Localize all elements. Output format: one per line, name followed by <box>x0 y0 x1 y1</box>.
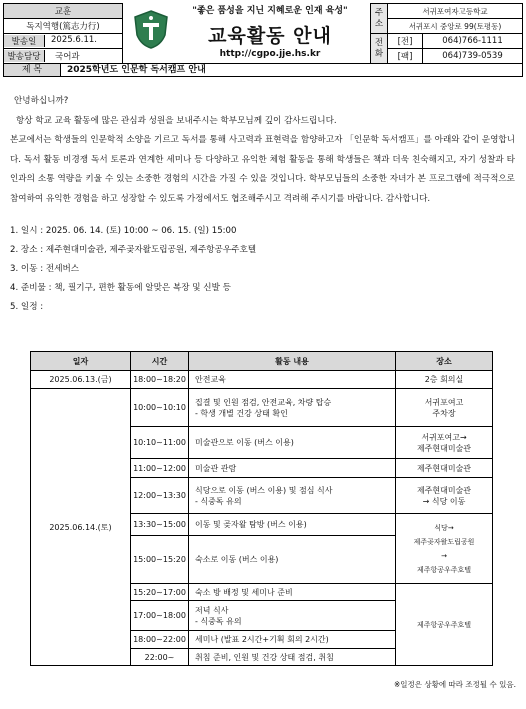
phone-label: 전 화 <box>371 34 388 64</box>
document-header <box>3 3 523 63</box>
table-row: 12:00~13:30 식당으로 이동 (버스 이용) 및 점심 식사 - 식중독 유의 제주현대미술관 → 식당 이동 <box>31 478 493 514</box>
table-row: 15:20~17:00 숙소 방 배정 및 세미나 준비 제주항공우주호텔 <box>31 584 493 601</box>
schedule-note: ※일정은 상황에 따라 조정될 수 있음. <box>393 680 516 689</box>
tel-number: 064)766-1111 <box>423 34 523 49</box>
list-item: 1. 일시 : 2025. 06. 14. (토) 10:00 ~ 06. 15. (일) 15:00 <box>10 226 237 236</box>
list-item: 5. 일정 : <box>10 302 44 312</box>
table-row: 22:00~ 취침 준비, 인원 및 건강 상태 점검, 취침 <box>31 649 493 666</box>
table-row: 10:10~11:00 미술관으로 이동 (버스 이용) 서귀포여고→ 제주현대미술관 <box>31 427 493 459</box>
table-row: 17:00~18:00 저녁 식사 - 식중독 유의 <box>31 601 493 631</box>
address-label: 주 소 <box>371 4 388 34</box>
paragraph-1: 항상 학교 교육 활동에 많은 관심과 성원을 보내주시는 학부모님께 깊이 감사드립니다. <box>16 115 337 126</box>
table-row: 11:00~12:00 미술관 관람 제주현대미술관 <box>31 459 493 478</box>
header-time: 시간 <box>131 352 189 371</box>
date-label: 발송일 <box>4 35 45 47</box>
document-title: 교육활동 안내 <box>208 25 332 47</box>
day-1: 2025.06.13.(금) <box>31 371 131 389</box>
list-item: 4. 준비물 : 책, 필기구, 편한 활동에 알맞은 복장 및 신발 등 <box>10 283 231 293</box>
header-place: 장소 <box>396 352 493 371</box>
place-merged-1: 식당→ 제주곶자왈도립공원 → 제주항공우주호텔 <box>396 514 493 584</box>
paragraph-2: 본교에서는 학생들의 인문학적 소양을 기르고 독서를 통해 사고력과 표현력을 함양하고자 「인문학 독서캠프」를 아래와 같이 운영합니다. 독서 활동 비경쟁 독서 토론과 연계한 세미나 등 다양하고 유익한 체험 활동을 통해 학생들은 책과 더욱 친숙해지고, 자기 성찰과 타인과의 소통 역량을 키울 수 있는 소중한 경험의 시간을 가질 수 있을 것입니다. 학부모님들의 소중한 자녀가 본 프로그램에 적극적으로 참여하여 유익한 경험을 하고 성장할 수 있도록 가정에서도 협조해주시고 격려해 주시기를 바랍니다. 감사합니다. <box>10 135 515 204</box>
emblem-icon <box>131 9 171 49</box>
contact-table <box>370 3 523 64</box>
address-line-2: 서귀포시 중앙로 99(토평동) <box>388 19 523 34</box>
place-merged-2: 제주항공우주호텔 <box>396 584 493 666</box>
header-date: 일자 <box>31 352 131 371</box>
greeting: 안녕하십니까? <box>14 96 69 106</box>
list-item: 2. 장소 : 제주현대미술관, 제주곶자왈도립공원, 제주항공우주호텔 <box>10 245 257 255</box>
schedule-table <box>30 351 493 666</box>
tel-label: [전] <box>388 34 423 49</box>
send-date: 2025.6.11. <box>51 35 97 45</box>
motto: 독지역행(篤志力行) <box>4 19 123 34</box>
motto-label: 교훈 <box>4 4 123 19</box>
school-info-table <box>3 3 123 64</box>
school-emblem <box>131 9 171 49</box>
subject-text: 2025학년도 인문학 독서캠프 안내 <box>67 65 206 75</box>
table-row: 18:00~22:00 세미나 (발표 2시간+기획 회의 2시간) <box>31 631 493 649</box>
info-list <box>10 222 256 317</box>
table-row: 15:00~15:20 숙소로 이동 (버스 이용) <box>31 536 493 584</box>
fax-number: 064)739-0539 <box>423 49 523 64</box>
header-activity: 활동 내용 <box>189 352 396 371</box>
table-row: 2025.06.13.(금) 18:00~18:20 안전교육 2층 회의실 <box>31 371 493 389</box>
school-url[interactable]: http://cgpo.jje.hs.kr <box>219 49 321 59</box>
slogan: "좋은 품성을 지닌 지혜로운 인재 육성" <box>192 6 348 16</box>
subject-row <box>3 63 523 77</box>
table-row: 13:30~15:00 이동 및 곶자왈 탐방 (버스 이용) 식당→ 제주곶자왈도립공원 → 제주항공우주호텔 <box>31 514 493 536</box>
table-row: 2025.06.14.(토) 10:00~10:10 집결 및 인원 점검, 안전교육, 차량 탑승 - 학생 개별 건강 상태 확인 서귀포여고 주차장 <box>31 389 493 427</box>
fax-label: [팩] <box>388 49 423 64</box>
dept-label: 발송담당 <box>4 50 45 62</box>
address-line-1: 서귀포여자고등학교 <box>388 4 523 19</box>
day-2: 2025.06.14.(토) <box>31 389 131 666</box>
list-item: 3. 이동 : 전세버스 <box>10 264 80 274</box>
letter-body <box>10 92 515 209</box>
subject-label: 제 목 <box>4 64 61 76</box>
dept: 국어과 <box>55 52 80 62</box>
